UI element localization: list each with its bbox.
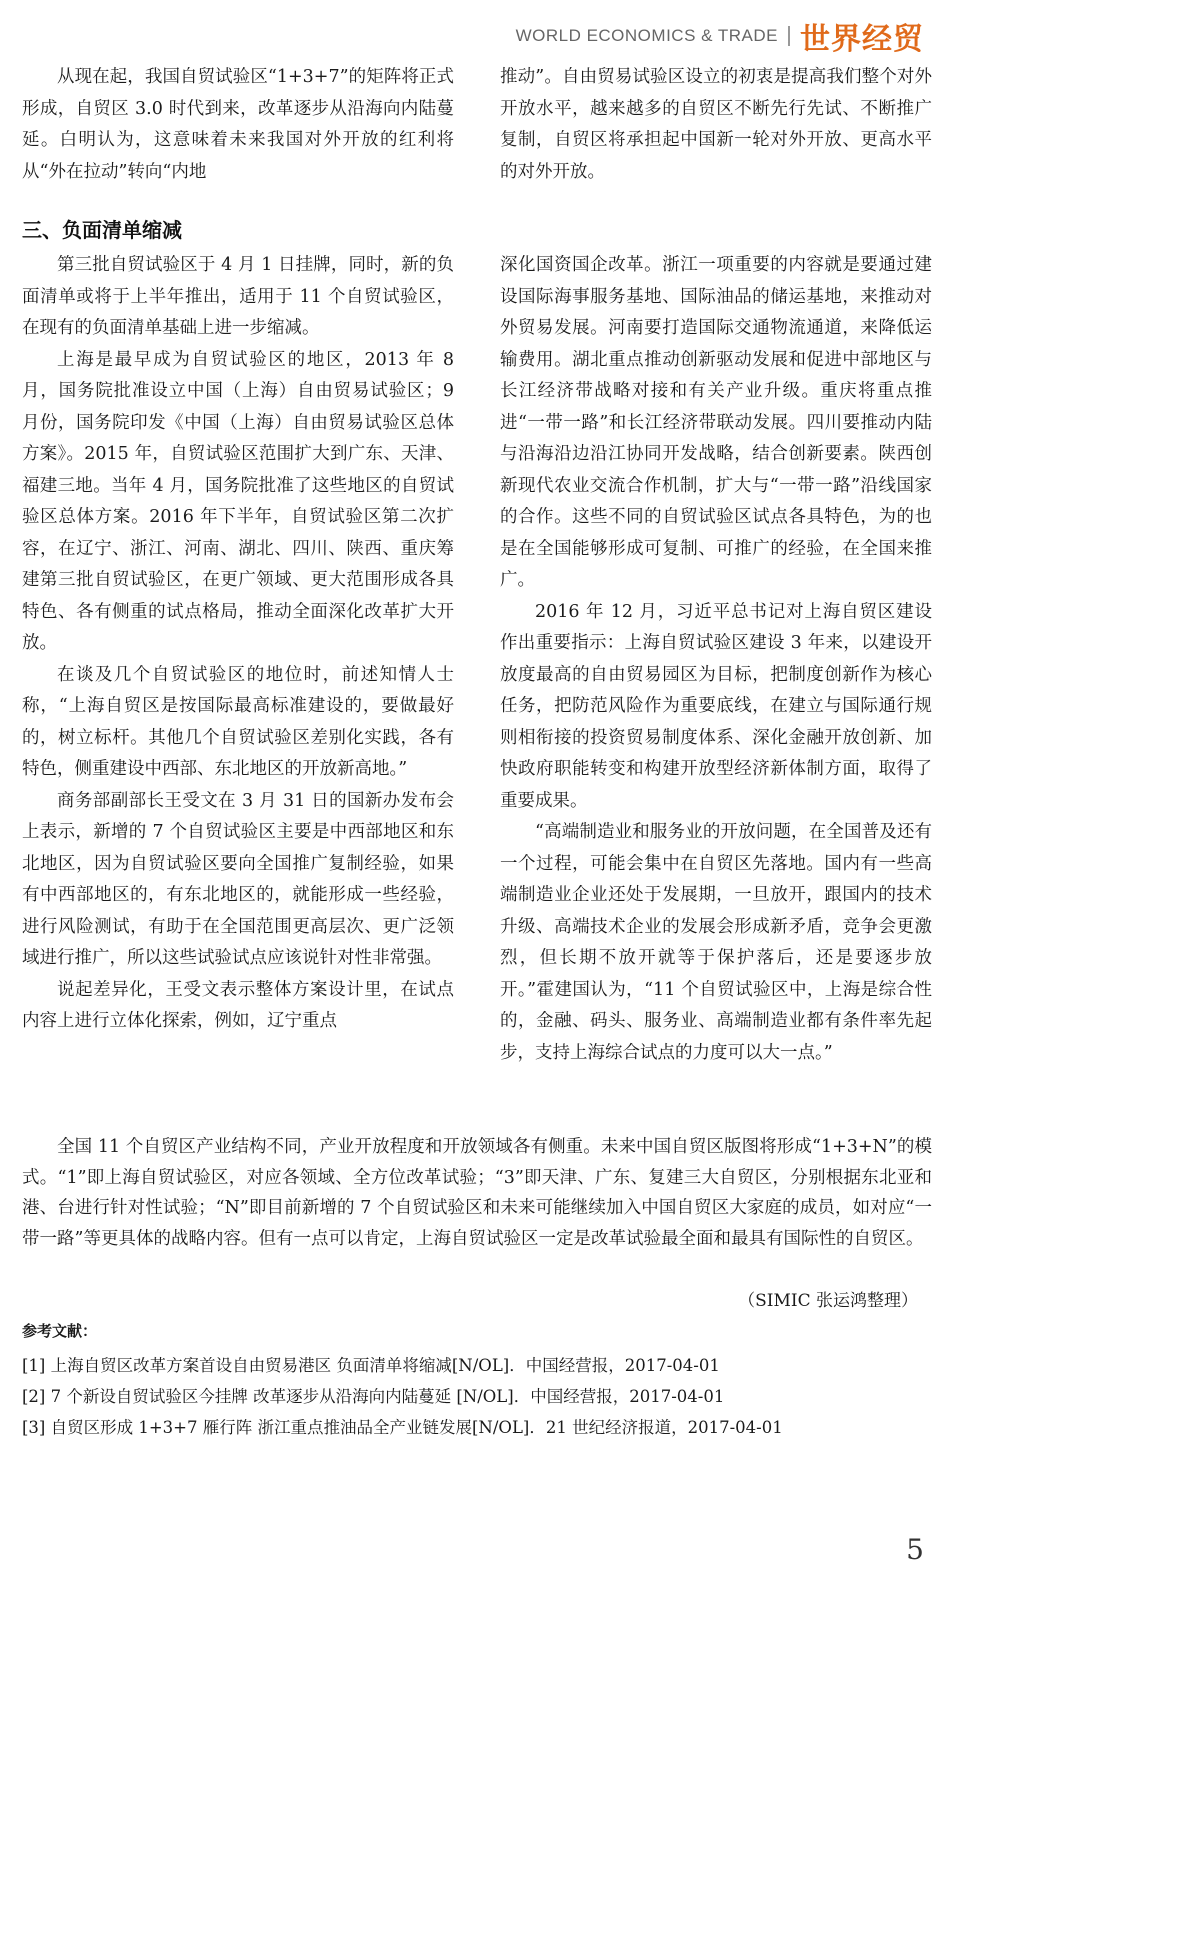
column-right <box>500 250 932 1069</box>
reference-item: [1] 上海自贸区改革方案首设自由贸易港区 负面清单将缩减[N/OL]．中国经营报，2017-04-01 <box>22 1356 720 1375</box>
reference-item: [2] 7 个新设自贸试验区今挂牌 改革逐步从沿海向内陆蔓延 [N/OL]．中国经营报，2017-04-01 <box>22 1387 725 1406</box>
paragraph: 2016 年 12 月，习近平总书记对上海自贸区建设作出重要指示：上海自贸试验区建设 3 年来，以建设开放度最高的自由贸易园区为目标，把制度创新作为核心任务，把防范风险作为重要底线，在建立与国际通行规则相衔接的投资贸易制度体系、深化金融开放创新、加快政府职能转变和构建开放型经济新体制方面，取得了重要成果。 <box>500 601 932 811</box>
column-left-top <box>22 62 454 188</box>
paragraph: “高端制造业和服务业的开放问题，在全国普及还有一个过程，可能会集中在自贸区先落地。国内有一些高端制造业企业还处于发展期，一旦放开，跟国内的技术升级、高端技术企业的发展会形成新矛盾，竞争会更激烈，但长期不放开就等于保护落后，还是要逐步放开。”霍建国认为，“11 个自贸试验区中，上海是综合性的，金融、码头、服务业、高端制造业都有条件率先起步，支持上海综合试点的力度可以大一点。” <box>500 822 932 1063</box>
paragraph: 第三批自贸试验区于 4 月 1 日挂牌，同时，新的负面清单或将于上半年推出，适用于 11 个自贸试验区，在现有的负面清单基础上进一步缩减。 <box>22 255 454 338</box>
paragraph: 说起差异化，王受文表示整体方案设计里，在试点内容上进行立体化探索，例如，辽宁重点 <box>22 979 454 1031</box>
running-header <box>516 14 924 58</box>
journal-name-chinese: 世界经贸 <box>800 22 924 57</box>
column-left <box>22 250 454 1069</box>
journal-name-english: WORLD ECONOMICS & TRADE <box>515 26 778 45</box>
paragraph: 深化国资国企改革。浙江一项重要的内容就是要通过建设国际海事服务基地、国际油品的储运基地，来推动对外贸易发展。河南要打造国际交通物流通道，来降低运输费用。湖北重点推动创新驱动发展和促进中部地区与长江经济带战略对接和有关产业升级。重庆将重点推进“一带一路”和长江经济带联动发展。四川要推动内陆与沿海沿边沿江协同开发战略，结合创新要素。陕西创新现代农业交流合作机制，扩大与“一带一路”沿线国家的合作。这些不同的自贸试验区试点各具特色，为的也是在全国能够形成可复制、可推广的经验，在全国来推广。 <box>500 255 932 590</box>
paragraph: 在谈及几个自贸试验区的地位时，前述知情人士称，“上海自贸区是按国际最高标准建设的，要做最好的，树立标杆。其他几个自贸试验区差别化实践，各有特色，侧重建设中西部、东北地区的开放新高地。” <box>22 664 454 779</box>
paragraph: 推动”。自由贸易试验区设立的初衷是提高我们整个对外开放水平，越来越多的自贸区不断先行先试、不断推广复制，自贸区将承担起中国新一轮对外开放、更高水平的对外开放。 <box>500 67 932 182</box>
header-divider <box>788 26 790 46</box>
page-number: 5 <box>906 1533 924 1566</box>
summary-paragraph: 全国 11 个自贸区产业结构不同，产业开放程度和开放领域各有侧重。未来中国自贸区版图将形成“1+3+N”的模式。“1”即上海自贸试验区，对应各领域、全方位改革试验；“3”即天津、广东、复建三大自贸区，分别根据东北亚和港、台进行针对性试验；“N”即目前新增的 7 个自贸试验区和未来可能继续加入中国自贸区大家庭的成员，如对应“一带一路”等更具体的战略内容。但有一点可以肯定，上海自贸试验区一定是改革试验最全面和最具有国际性的自贸区。 <box>22 1137 932 1249</box>
paragraph: 商务部副部长王受文在 3 月 31 日的国新办发布会上表示，新增的 7 个自贸试验区主要是中西部地区和东北地区，因为自贸试验区要向全国推广复制经验，如果有中西部地区的，有东北地区的，就能形成一些经验，进行风险测试，有助于在全国范围更高层次、更广泛领域进行推广，所以这些试验试点应该说针对性非常强。 <box>22 790 454 968</box>
paragraph: 从现在起，我国自贸试验区“1+3+7”的矩阵将正式形成，自贸区 3.0 时代到来，改革逐步从沿海向内陆蔓延。白明认为，这意味着未来我国对外开放的红利将从“外在拉动”转向“内地 <box>22 67 454 182</box>
column-right-top <box>500 62 932 188</box>
references-list <box>22 1350 932 1443</box>
continued-text-columns <box>22 62 932 188</box>
paragraph: 上海是最早成为自贸试验区的地区，2013 年 8 月，国务院批准设立中国（上海）自由贸易试验区；9 月份，国务院印发《中国（上海）自由贸易试验区总体方案》。2015 年，自贸试验区范围扩大到广东、天津、福建三地。当年 4 月，国务院批准了这些地区的自贸试验区总体方案。2016 年下半年，自贸试验区第二次扩容，在辽宁、浙江、河南、湖北、四川、陕西、重庆筹建第三批自贸试验区，在更广领域、更大范围形成各具特色、各有侧重的试点格局，推动全面深化改革扩大开放。 <box>22 349 454 653</box>
reference-item: [3] 自贸区形成 1+3+7 雁行阵 浙江重点推油品全产业链发展[N/OL]．21 世纪经济报道，2017-04-01 <box>22 1418 783 1437</box>
references-heading: 参考文献： <box>22 1322 98 1340</box>
section-heading: 三、负面清单缩减 <box>22 218 182 242</box>
editor-credit: （SIMIC 张运鸿整理） <box>738 1291 918 1311</box>
section-body-columns <box>22 250 932 1069</box>
summary-block <box>22 1132 932 1254</box>
